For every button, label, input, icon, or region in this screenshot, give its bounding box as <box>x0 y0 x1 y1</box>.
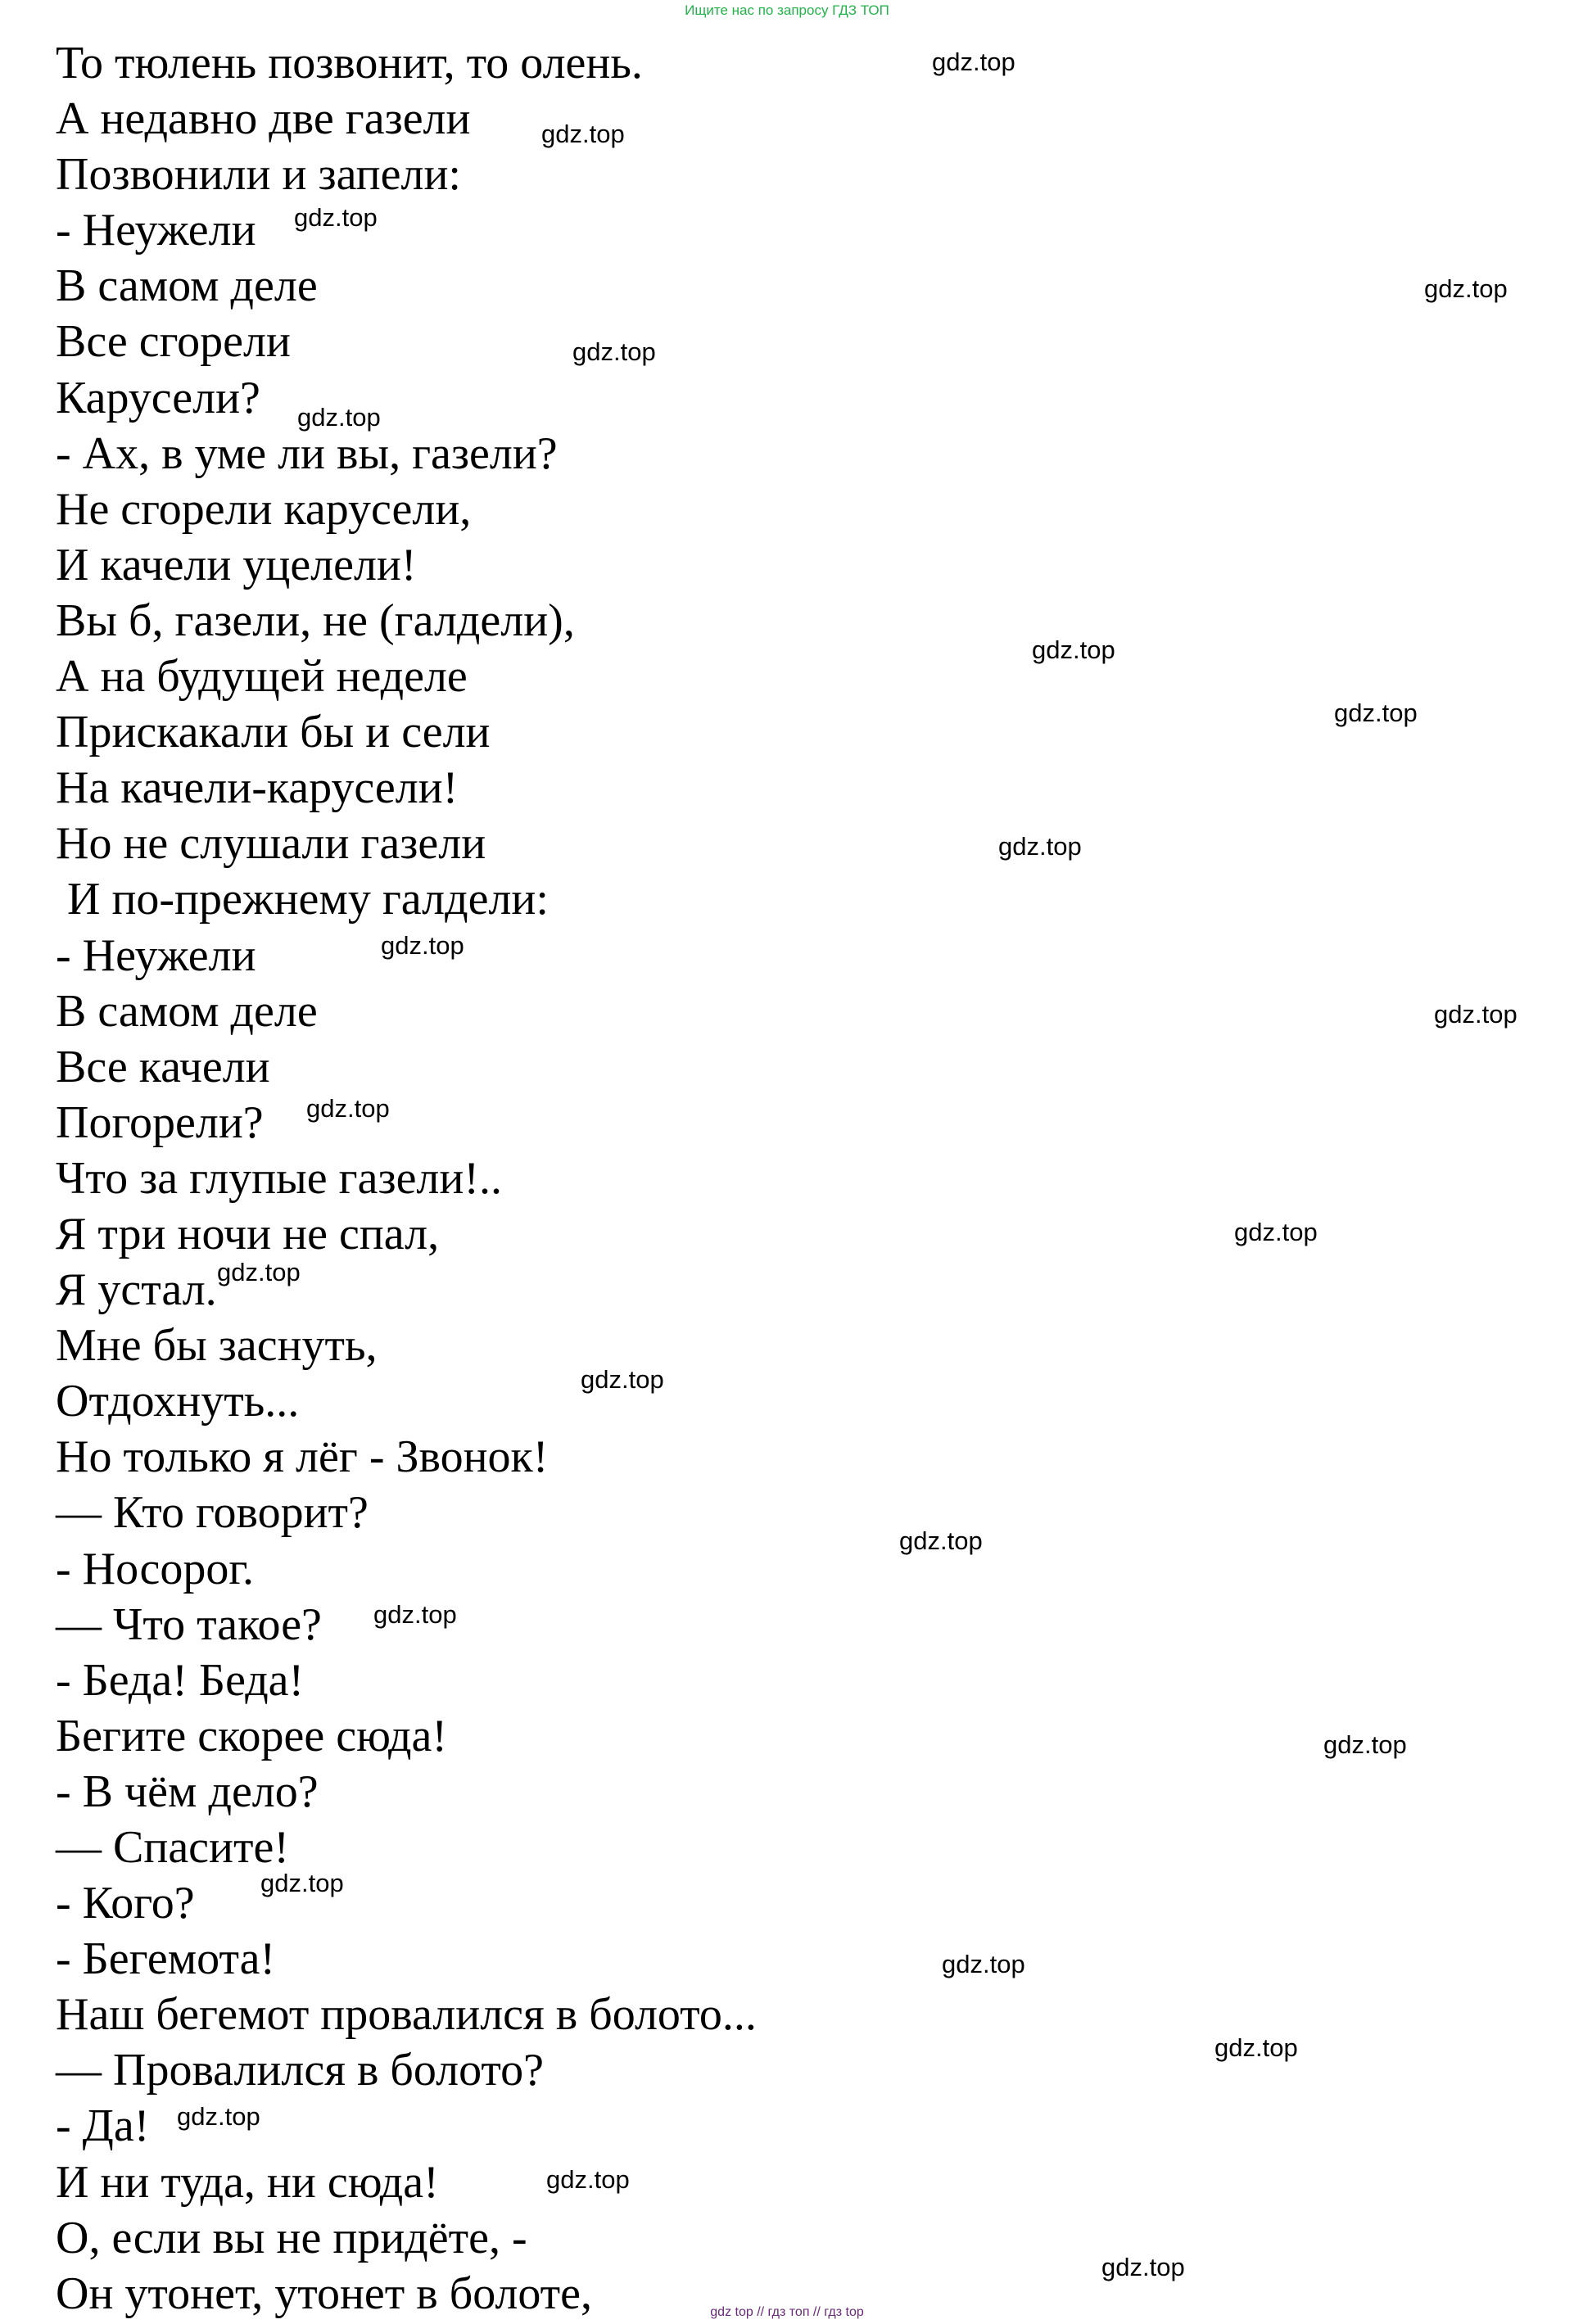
watermark: gdz.top <box>998 832 1082 861</box>
poem-line: И ни туда, ни сюда! <box>56 2156 439 2208</box>
poem-line: В самом деле <box>56 985 318 1037</box>
watermark: gdz.top <box>1214 2033 1298 2062</box>
watermark: gdz.top <box>1323 1730 1407 1759</box>
top-banner: Ищите нас по запросу ГДЗ ТОП <box>685 2 889 18</box>
poem-line: Отдохнуть... <box>56 1376 300 1427</box>
watermark: gdz.top <box>932 47 1015 76</box>
poem-line: Карусели? <box>56 372 260 423</box>
poem-line: Я устал. <box>56 1264 217 1316</box>
watermark: gdz.top <box>1334 699 1418 727</box>
poem-line: — Провалился в болото? <box>56 2045 544 2096</box>
poem-line: Вы б, газели, не (галдели), <box>56 595 575 646</box>
poem-line: - В чём дело? <box>56 1766 319 1817</box>
poem-line: Позвонили и запели: <box>56 149 461 201</box>
poem-line: Но только я лёг - Звонок! <box>56 1431 549 1483</box>
watermark: gdz.top <box>942 1950 1025 1978</box>
watermark: gdz.top <box>260 1869 344 1897</box>
poem-line: Но не слушали газели <box>56 818 486 870</box>
poem-line: - Ах, в уме ли вы, газели? <box>56 427 558 479</box>
watermark: gdz.top <box>581 1365 664 1394</box>
watermark: gdz.top <box>297 403 381 432</box>
poem-text <box>56 35 757 2322</box>
poem-line: Он утонет, утонет в болоте, <box>56 2267 592 2319</box>
watermark: gdz.top <box>217 1258 301 1286</box>
poem-line: А недавно две газели <box>56 93 471 145</box>
poem-line: О, если вы не придёте, - <box>56 2212 527 2263</box>
poem-line: Что за глупые газели!.. <box>56 1152 502 1204</box>
poem-line: Погорели? <box>56 1096 264 1148</box>
watermark: gdz.top <box>572 337 656 366</box>
poem-line: Все сгорели <box>56 316 291 368</box>
poem-line: В самом деле <box>56 260 318 312</box>
watermark: gdz.top <box>541 120 625 148</box>
bottom-banner: gdz top // гдз топ // гдз top <box>710 2305 864 2319</box>
watermark: gdz.top <box>373 1600 457 1629</box>
poem-line: Не сгорели карусели, <box>56 483 472 535</box>
watermark: gdz.top <box>1424 274 1508 303</box>
poem-line: — Спасите! <box>56 1822 289 1873</box>
poem-line: Я три ночи не спал, <box>56 1208 440 1259</box>
watermark: gdz.top <box>177 2102 260 2131</box>
watermark: gdz.top <box>1234 1218 1318 1246</box>
poem-line: - Неужели <box>56 205 256 256</box>
poem-line: И по-прежнему галдели: <box>56 874 549 925</box>
poem-line: - Беда! Беда! <box>56 1654 305 1706</box>
watermark: gdz.top <box>546 2165 630 2194</box>
poem-line: Бегите скорее сюда! <box>56 1710 448 1761</box>
poem-line: - Бегемота! <box>56 1933 276 1985</box>
watermark: gdz.top <box>899 1526 983 1555</box>
poem-line: Наш бегемот провалился в болото... <box>56 1989 757 2041</box>
poem-line: - Неужели <box>56 929 256 981</box>
watermark: gdz.top <box>1032 635 1115 664</box>
poem-line: - Кого? <box>56 1878 195 1929</box>
watermark: gdz.top <box>381 931 464 960</box>
watermark: gdz.top <box>306 1094 390 1123</box>
poem-line: А на будущей неделе <box>56 651 468 703</box>
poem-line: Прискакали бы и сели <box>56 707 491 758</box>
poem-line: — Что такое? <box>56 1598 322 1650</box>
poem-line: - Носорог. <box>56 1543 254 1594</box>
watermark: gdz.top <box>1101 2253 1185 2281</box>
poem-line: То тюлень позвонит, то олень. <box>56 38 643 88</box>
poem-line: - Да! <box>56 2100 150 2152</box>
poem-line: Все качели <box>56 1041 270 1092</box>
poem-line: И качели уцелели! <box>56 539 417 590</box>
poem-line: На качели-карусели! <box>56 762 459 814</box>
watermark: gdz.top <box>294 203 378 232</box>
poem-line: — Кто говорит? <box>56 1487 369 1539</box>
poem-line: Мне бы заснуть, <box>56 1320 378 1372</box>
watermark: gdz.top <box>1434 1000 1517 1029</box>
